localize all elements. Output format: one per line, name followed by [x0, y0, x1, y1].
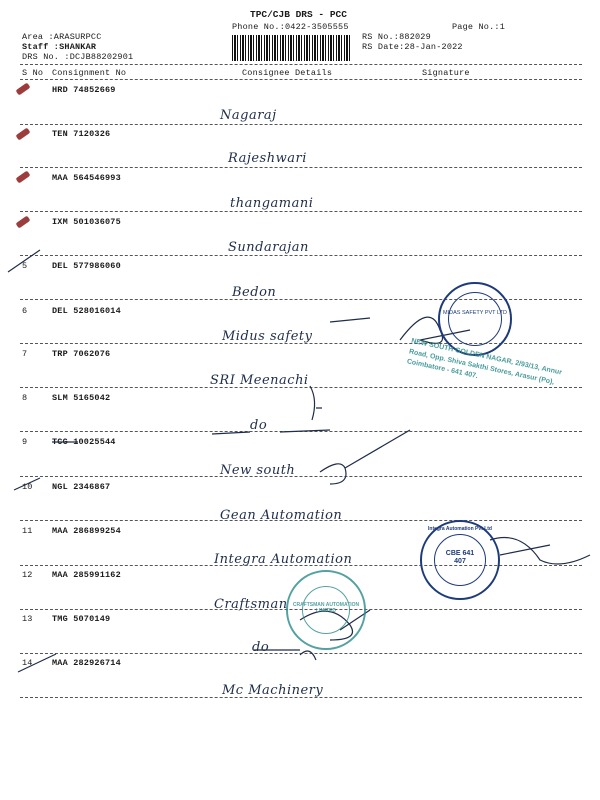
handwritten-consignee: Mc Machinery — [222, 683, 324, 698]
row-sno: 7 — [22, 349, 28, 359]
document-title: TPC/CJB DRS - PCC — [250, 9, 347, 20]
col-signature: Signature — [422, 68, 470, 78]
row-consignment: DEL 577986060 — [52, 261, 121, 271]
row-consignment: MAA 564546993 — [52, 173, 121, 183]
row-sno: 9 — [22, 437, 28, 447]
integra-stamp-center: CBE 641 407 — [445, 550, 475, 566]
row-consignment: DEL 528016014 — [52, 306, 121, 316]
row-consignment: IXM 501036075 — [52, 217, 121, 227]
row-consignment: TRP 7062076 — [52, 349, 111, 359]
row-sno: 10 — [22, 482, 33, 492]
new-south-stamp: NEW SOUTH GOLDEN NAGAR, 2/93/13, Annur Road, Opp. Shiva Sakthi Stores, Arasur (Po), Coimbatore - 641 407. — [406, 337, 563, 386]
staff-field: Staff :SHANKAR — [22, 42, 97, 52]
col-consignee: Consignee Details — [242, 68, 333, 78]
rs-number: RS No.:882029 — [362, 32, 431, 42]
row-sno: 8 — [22, 393, 28, 403]
handwritten-consignee: Integra Automation — [214, 552, 353, 567]
handwritten-consignee: Midus safety — [222, 329, 313, 344]
handwritten-consignee: do — [250, 418, 268, 433]
handwritten-consignee: Rajeshwari — [228, 151, 307, 166]
handwritten-consignee: SRI Meenachi — [210, 373, 309, 388]
integra-stamp — [420, 520, 500, 600]
row-consignment: MAA 282926714 — [52, 658, 121, 668]
midas-stamp-text: MIDAS SAFETY PVT LTD — [443, 310, 507, 316]
rs-date: RS Date:28-Jan-2022 — [362, 42, 463, 52]
row-sno: 6 — [22, 306, 28, 316]
integra-stamp-text: Integra Automation Pvt Ltd — [428, 526, 492, 532]
col-consignment: Consignment No — [52, 68, 127, 78]
row-sno: 12 — [22, 570, 33, 580]
row-sno: 13 — [22, 614, 33, 624]
row-consignment: TCG 10025544 — [52, 437, 116, 447]
row-sno: 14 — [22, 658, 33, 668]
row-sno: 5 — [22, 261, 28, 271]
row-consignment: TMG 5070149 — [52, 614, 111, 624]
handwritten-consignee: do — [252, 640, 270, 655]
handwritten-consignee: Bedon — [232, 285, 277, 300]
handwritten-consignee: Craftsman — [214, 597, 288, 612]
phone-number: Phone No.:0422-3505555 — [232, 22, 349, 32]
row-consignment: TEN 7120326 — [52, 129, 111, 139]
craftsman-stamp — [286, 570, 366, 650]
row-consignment: NGL 2346867 — [52, 482, 111, 492]
col-sno: S No — [22, 68, 44, 78]
handwritten-consignee: New south — [220, 463, 296, 478]
handwritten-consignee: Sundarajan — [228, 240, 309, 255]
row-consignment: MAA 285991162 — [52, 570, 121, 580]
handwritten-consignee: Nagaraj — [220, 108, 277, 123]
page-number: Page No.:1 — [452, 22, 506, 32]
row-consignment: MAA 286899254 — [52, 526, 121, 536]
handwritten-consignee: thangamani — [230, 196, 314, 211]
row-consignment: HRD 74852669 — [52, 85, 116, 95]
row-sno: 11 — [22, 526, 33, 536]
row-consignment: SLM 5165042 — [52, 393, 111, 403]
drs-number: DRS No. :DCJB88202901 — [22, 52, 134, 62]
craftsman-stamp-text: CRAFTSMAN AUTOMATION LIMITED — [292, 602, 360, 614]
handwritten-consignee: Gean Automation — [220, 508, 343, 523]
area-field: Area :ARASURPCC — [22, 32, 102, 42]
